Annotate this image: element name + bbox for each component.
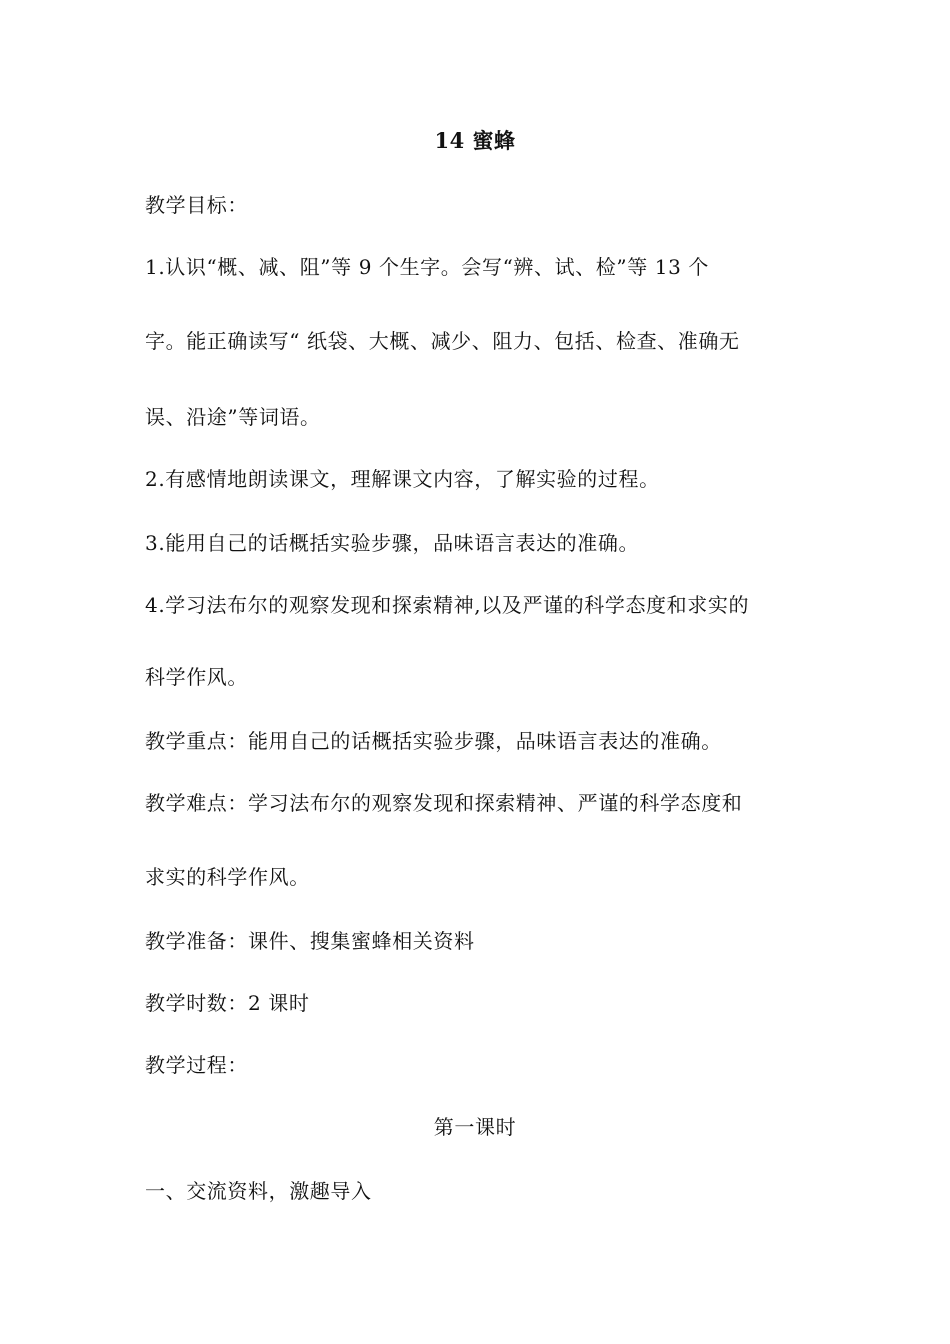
first-lesson-heading: 第一课时 [433, 1115, 517, 1139]
teaching-process-heading: 教学过程： [145, 1053, 248, 1077]
goal-1-line-1: 1.认识“概、减、阻”等 9 个生字。会写“辨、试、检”等 13 个 [145, 255, 709, 279]
teaching-goals-heading: 教学目标： [145, 193, 248, 217]
goal-2: 2.有感情地朗读课文，理解课文内容，了解实验的过程。 [145, 467, 660, 491]
goal-1-line-2: 字。能正确读写“ 纸袋、大概、减少、阻力、包括、检查、准确无 [145, 329, 740, 353]
teaching-hours: 教学时数：2 课时 [145, 991, 310, 1015]
goal-3: 3.能用自己的话概括实验步骤，品味语言表达的准确。 [145, 531, 640, 555]
section-one-heading: 一、交流资料，激趣导入 [145, 1179, 372, 1203]
document-title: 14 蜜蜂 [434, 128, 516, 153]
goal-1-line-3: 误、沿途”等词语。 [145, 405, 321, 429]
teaching-difficulty-line-1: 教学难点：学习法布尔的观察发现和探索精神、严谨的科学态度和 [145, 791, 743, 815]
goal-4-line-1: 4.学习法布尔的观察发现和探索精神,以及严谨的科学态度和求实的 [145, 593, 750, 617]
goal-4-line-2: 科学作风。 [145, 665, 248, 689]
teaching-preparation: 教学准备：课件、搜集蜜蜂相关资料 [145, 929, 475, 953]
teaching-focus: 教学重点：能用自己的话概括实验步骤，品味语言表达的准确。 [145, 729, 722, 753]
teaching-difficulty-line-2: 求实的科学作风。 [145, 865, 310, 889]
